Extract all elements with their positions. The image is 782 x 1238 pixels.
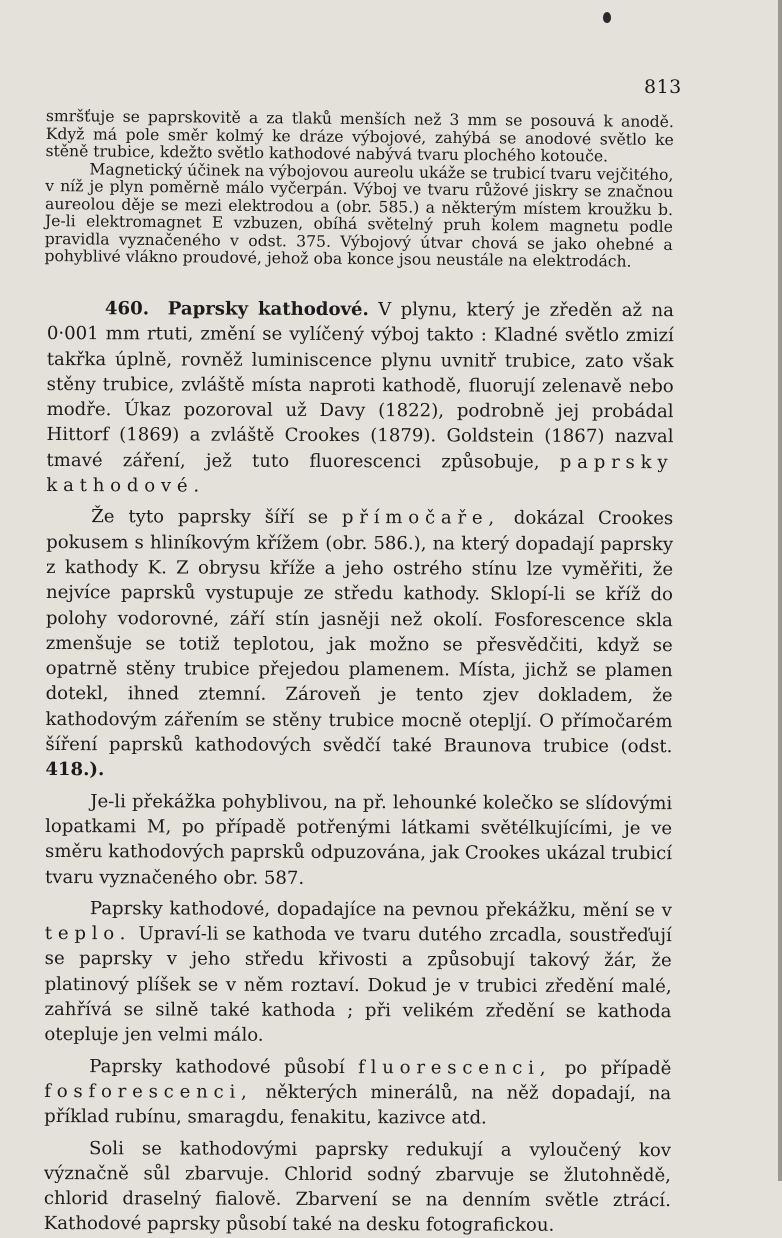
top-section <box>44 108 673 272</box>
section-paragraph-2-text: dokázal Crookes pokusem s hliníkovým křížem (obr. 586.), na který dopadají paprsky z kathody K. Z obrysu kříže a jeho ostrého stínu lze vyměřiti, že nejvíce paprsků vystupuje ze středu kathody. Sklopí-li se kříž do polohy vodorovné, září stín jasněji než okolí. Fosforescence skla zmenšuje se totiž teplotou, jak možno se přesvědčiti, když se opatrně stěny trubice přejedou plamenem. Místa, jichž se plamen dotekl, ihned ztemní. Zároveň je tento zjev dokladem, že kathodovým zářením se stěny trubice mocně otepljí. O přímočarém šíření paprsků kathodových svědčí také Braunova trubice (odst. <box>45 508 673 757</box>
section-number: 460. <box>105 298 149 319</box>
section-paragraph-1 <box>46 296 674 501</box>
paragraph-magnetic-effect: Magnetický účinek na výbojovou aureolu ukáže se trubicí tvaru vejčitého, v níž je plyn poměrně málo vyčerpán. Výboj ve tvaru růžové jiskry se značnou aureolou děje se mezi elektrodou a (obr. 585.) a některým místem kroužku b. Je-li elektromagnet E vzbuzen, obíhá světelný pruh kolem magnetu podle pravidla vyznačeného v odst. 375. Výbojový útvar chová se jako ohebné a pohyblivé vlákno proudové, jehož oba konce jsou neustále na elektrodách. <box>44 160 673 271</box>
section-paragraph-4-text: Upraví-li se kathoda ve tvaru dutého zrcadla, soustřeďují se paprsky v jeho středu křivosti a způsobují takový žár, že platinový plíšek se v něm roztaví. Dokud je v trubici zředění malé, zahřívá se silně také kathoda ; při velikém zředění se kathoda otepluje jen velmi málo. <box>44 923 671 1046</box>
reference-418: 418.). <box>45 759 104 780</box>
term-heat: teplo. <box>45 923 132 944</box>
term-rectilinear: přímočaře, <box>342 507 500 529</box>
ink-spot <box>603 12 611 23</box>
section-paragraph-2-start: Že tyto paprsky šíří se <box>91 506 328 528</box>
section-paragraph-4-start: Paprsky kathodové, dopadajíce na pevnou překážku, mění se v <box>90 897 672 920</box>
term-fluorescence: fluorescenci, <box>358 1056 551 1078</box>
text-column <box>46 108 674 1236</box>
section-paragraph-5-end: některých minerálů, na něž dopadají, na příklad rubínu, smaragdu, fenakitu, kazivce atd. <box>44 1081 671 1128</box>
section-paragraph-6: Soli se kathodovými paprsky redukují a vyloučený kov význačně sůl zbarvuje. Chlorid sodný zbarvuje se žlutohnědě, chlorid draselný fialově. Zbarvení se na denním světle ztrácí. Kathodové paprsky působí také na desku fotografickou. <box>44 1135 671 1238</box>
page-number: 813 <box>644 76 682 98</box>
section-paragraph-5-start: Paprsky kathodové působí <box>89 1055 345 1077</box>
term-phosphorescence: fosforescenci, <box>44 1080 252 1102</box>
page-edge <box>778 0 782 1181</box>
term-cathode-rays: paprsky kathodové. <box>46 451 673 496</box>
section-paragraph-3: Je-li překážka pohyblivou, na př. lehounké kolečko se slídovými lopatkami M, po případě potřenými látkami světélkujícími, je ve směru kathodových paprsků odpuzována, jak Crookes ukázal trubicí tvaru vyznačeného obr. 587. <box>45 788 672 891</box>
section-paragraph-4 <box>44 895 672 1049</box>
section-paragraph-1-text: V plynu, který je zředěn až na 0·001 mm rtuti, změní se vylíčený výboj takto : Kladné světlo zmizí takřka úplně, rovněž luminiscence plynu uvnitř trubice, zato však stěny trubice, zvláště místa naproti kathodě, fluorují zelenavě nebo modře. Úkaz pozoroval už Davy (1822), podrobně jej probádal Hittorf (1869) a zvláště Crookes (1879). Goldstein (1867) nazval tmavé záření, jež tuto fluorescenci způsobuje, <box>46 299 674 472</box>
section-paragraph-5-middle: po případě <box>565 1057 672 1078</box>
section-paragraph-5 <box>44 1053 671 1131</box>
section-title: Paprsky kathodové. <box>168 298 369 320</box>
paragraph-magnetic-field: smršťuje se paprskovitě a za tlaků menších než 3 mm se posouvá k anodě. Když má pole směr kolmý ke dráze výbojové, zahýbá se anodové světlo ke stěně trubice, kdežto světlo kathodové nabývá tvaru plochého kotouče. <box>45 108 673 167</box>
section-paragraph-2 <box>45 504 673 784</box>
section-460 <box>43 296 674 1238</box>
